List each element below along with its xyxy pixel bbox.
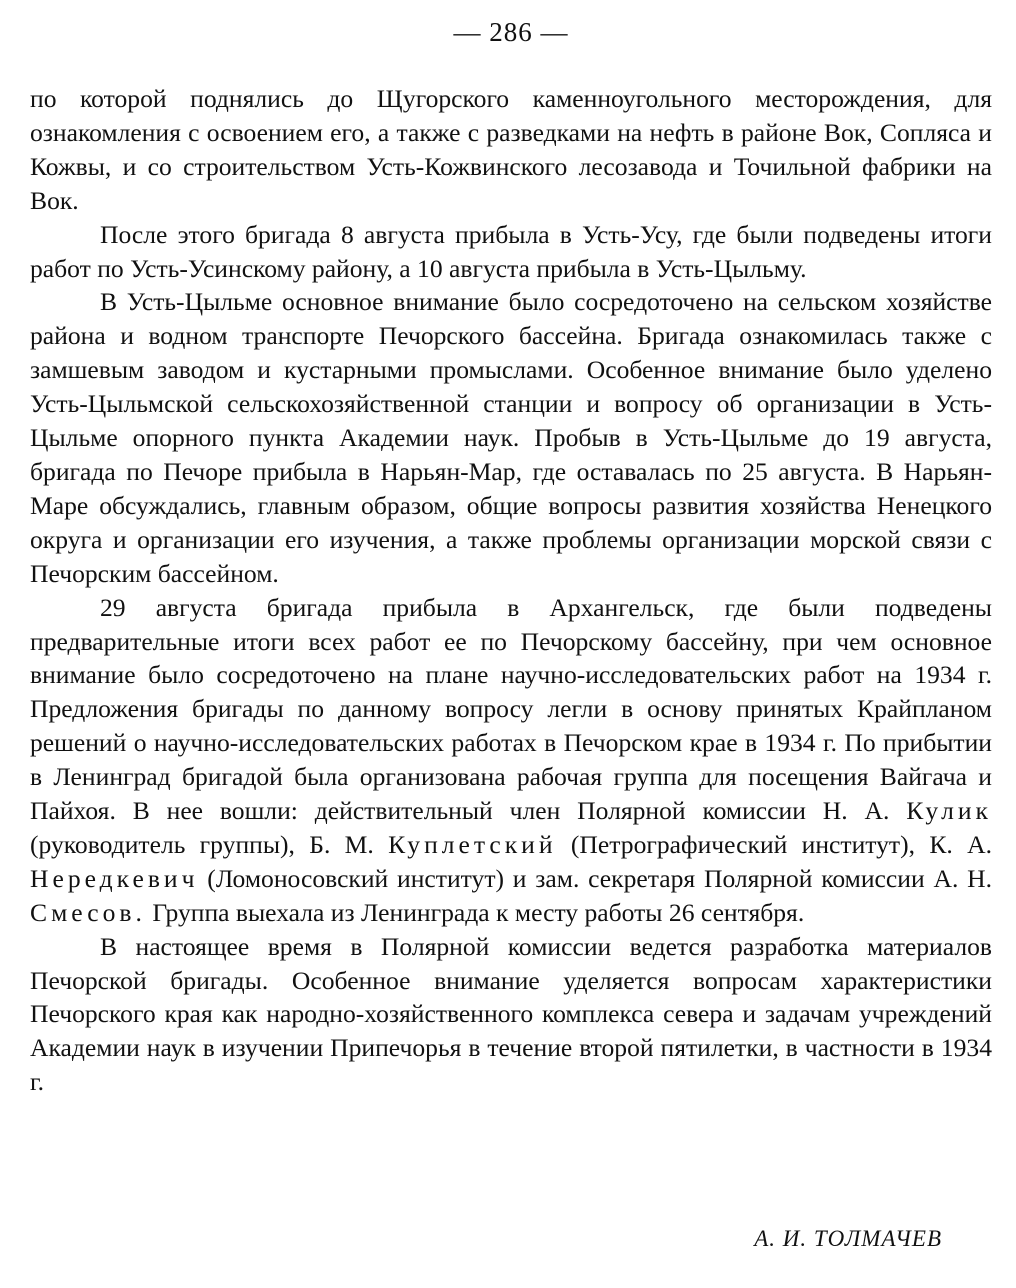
paragraph-1: по которой поднялись до Щугорского каменноугольного месторождения, для ознакомления с освоением его, а также с разведками на нефть в районе Вок, Сопляса и Кожвы, и со строительством Усть-Кожвинского лесозавода и Точильной фабрики на Вок. bbox=[30, 84, 992, 215]
document-page bbox=[30, 14, 992, 1276]
paragraph-4 bbox=[30, 591, 992, 930]
paragraph-4-part-3: (Ломоносовский институт) и зам. секретаря Полярной комиссии А. Н. bbox=[207, 863, 993, 893]
paragraph-4-part-2: (Петрографический институт), К. А. bbox=[570, 829, 992, 859]
paragraph-5: В настоящее время в Полярной комиссии ведется разработка материалов Печорской бригады. Особенное внимание уделяется вопросам характеристики Печорского края как народно-хозяйственного комплекса севера и задачам учреждений Академии наук в изучении Припечорья в течение второй пятилетки, в частности в 1934 г. bbox=[30, 931, 992, 1097]
person-name-kulik: Кулик bbox=[906, 796, 992, 826]
paragraph-4-part-4: Группа выехала из Ленинграда к месту работы 26 сентября. bbox=[152, 897, 805, 927]
paragraph-2: После этого бригада 8 августа прибыла в Усть-Усу, где были подведены итоги работ по Усть-Усинскому району, а 10 августа прибыла в Усть-Цыльму. bbox=[30, 219, 992, 283]
person-name-neredkevich: Нередкевич bbox=[30, 863, 199, 893]
body-text bbox=[30, 82, 992, 1099]
paragraph-4-opening: 29 августа бригада прибыла в Архангельск, где были подведены предварительные итоги всех работ ее по Печорскому бассейну, при чем основное внимание было сосредоточено на плане научно-исследовательских работ на 1934 г. Предложения бригады по данному вопросу легли в основу принятых Крайпланом решений о научно-исследовательских работах в Печорском крае в 1934 г. По прибытии в Ленинград бригадой была организована рабочая группа для посещения Вайгача и Пайхоя. В нее вошли: действительный член Полярной комиссии Н. А. bbox=[30, 592, 992, 826]
person-name-smesov: Смесов. bbox=[30, 897, 146, 927]
page-number: — 286 — bbox=[453, 17, 569, 47]
author-signature: А. И. ТОЛМАЧЕВ bbox=[754, 1226, 942, 1251]
paragraph-4-part-1: (руководитель группы), Б. М. bbox=[30, 829, 374, 859]
person-name-kupletsky: Куплетский bbox=[388, 829, 557, 859]
paragraph-3: В Усть-Цыльме основное внимание было сосредоточено на сельском хозяйстве района и водном транспорте Печорского бассейна. Бригада ознакомилась также с замшевым заводом и кустарными промыслами. Особенное внимание было уделено Усть-Цыльмской сельскохозяйственной станции и вопросу об организации в Усть-Цыльме опорного пункта Академии наук. Пробыв в Усть-Цыльме до 19 августа, бригада по Печоре прибыла в Нарьян-Мар, где оставалась по 25 августа. В Нарьян-Маре обсуждались, главным образом, общие вопросы развития хозяйства Ненецкого округа и организации его изучения, а также проблемы организации морской связи с Печорским бассейном. bbox=[30, 287, 992, 588]
